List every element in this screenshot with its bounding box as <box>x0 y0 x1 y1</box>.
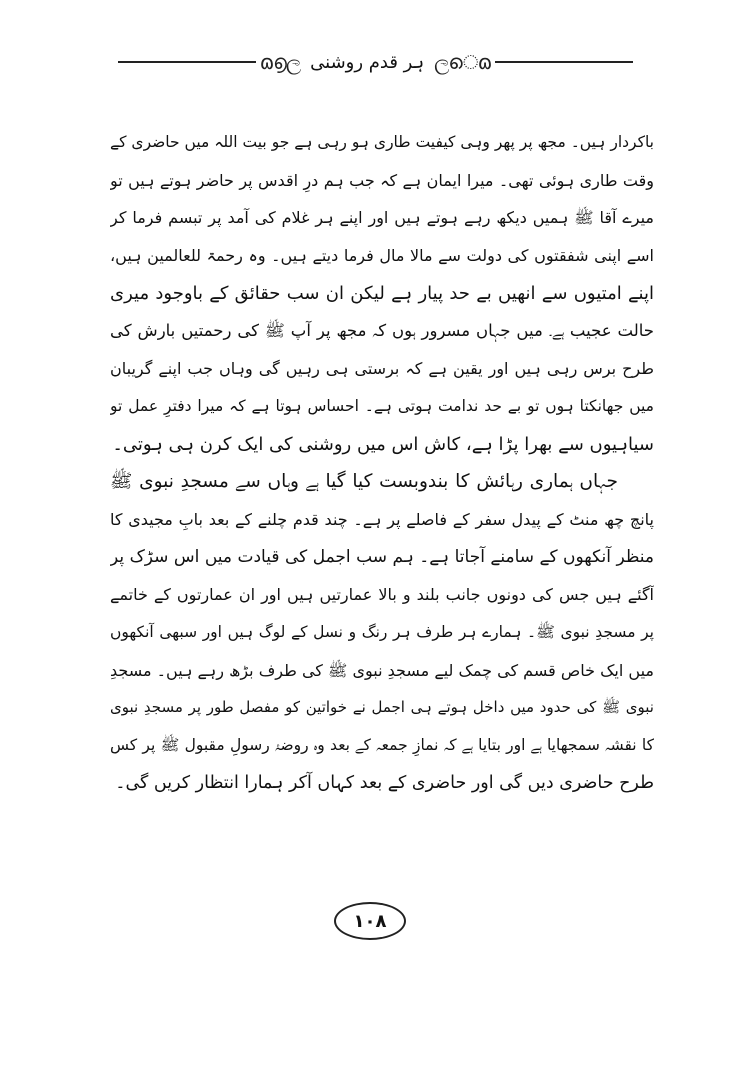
text-line: اپنے امتیوں سے انھیں بے حد پیار ہے لیکن ان سب حقائق کے باوجود میری <box>110 282 654 304</box>
page-number: ۱۰۸ <box>334 902 406 940</box>
text-line: باکردار ہیں۔ مجھ پر پھر وہی کیفیت طاری ہو رہی ہے جو بیت اللہ میں حاضری کے <box>110 133 654 151</box>
text-line: کا نقشہ سمجھایا ہے اور بتایا ہے کہ نمازِ جمعہ کے بعد وہ روضۂ رسولِ مقبول ﷺ پر کس <box>110 736 654 754</box>
text-line: سیاہیوں سے بھرا پڑا ہے، کاش اس میں روشنی کی ایک کرن ہی ہوتی۔ <box>112 433 654 455</box>
text-line: جہاں ہماری رہائش کا بندوبست کیا گیا ہے وہاں سے مسجدِ نبوی ﷺ <box>110 471 618 493</box>
book-title: ہر قدم روشنی <box>310 51 425 73</box>
text-line: پانچ چھ منٹ کے پیدل سفر کے فاصلے پر ہے۔ چند قدم چلنے کے بعد بابِ مجیدی کا <box>110 509 654 529</box>
ornament-right-icon: ලെɷ <box>434 50 492 74</box>
page-body <box>110 124 654 802</box>
text-line: میں ایک خاص قسم کی چمک لیے مسجدِ نبوی ﷺ کی طرف بڑھ رہے ہیں۔ مسجدِ <box>110 660 654 680</box>
text-line: منظر آنکھوں کے سامنے آجاتا ہے۔ ہم سب اجمل کی قیادت میں اس سڑک پر <box>110 546 654 567</box>
ornament-left-icon: ɷ൭ල <box>259 50 301 74</box>
header-rule-left <box>118 61 256 63</box>
text-line: حالت عجیب ہے۔ میں جہاں مسرور ہوں کہ مجھ پر آپ ﷺ کی رحمتیں بارش کی <box>110 321 654 341</box>
text-line: نبوی ﷺ کی حدود میں داخل ہوتے ہی اجمل نے خواتین کو مفصل طور پر مسجدِ نبوی <box>110 698 654 717</box>
text-line: طرح برس رہی ہیں اور یقین ہے کہ برستی ہی رہیں گی وہاں جب اپنے گریبان <box>110 359 654 379</box>
text-line: میرے آقا ﷺ ہمیں دیکھ رہے ہوتے ہیں اور اپنے ہر غلام کی آمد پر تبسم فرما کر <box>110 208 654 228</box>
header-rule-right <box>495 61 633 63</box>
text-line: آگئے ہیں جس کی دونوں جانب بلند و بالا عمارتیں ہیں اور ان عمارتوں کے خاتمے <box>110 585 654 605</box>
text-line: وقت طاری ہوئی تھی۔ میرا ایمان ہے کہ جب ہم درِ اقدس پر حاضر ہوتے ہیں تو <box>110 170 654 190</box>
text-line: اسے اپنی شفقتوں کی دولت سے مالا مال فرما دیتے ہیں۔ وہ رحمۃ للعالمین ہیں، <box>110 246 654 266</box>
running-header <box>118 40 633 84</box>
text-line: پر مسجدِ نبوی ﷺ۔ ہمارے ہر طرف ہر رنگ و نسل کے لوگ ہیں اور سبھی آنکھوں <box>110 622 654 641</box>
text-line: طرح حاضری دیں گی اور حاضری کے بعد کہاں آکر ہمارا انتظار کریں گی۔ <box>115 772 654 793</box>
text-line: میں جھانکتا ہوں تو بے حد ندامت ہوتی ہے۔ احساس ہوتا ہے کہ میرا دفترِ عمل تو <box>110 396 654 415</box>
